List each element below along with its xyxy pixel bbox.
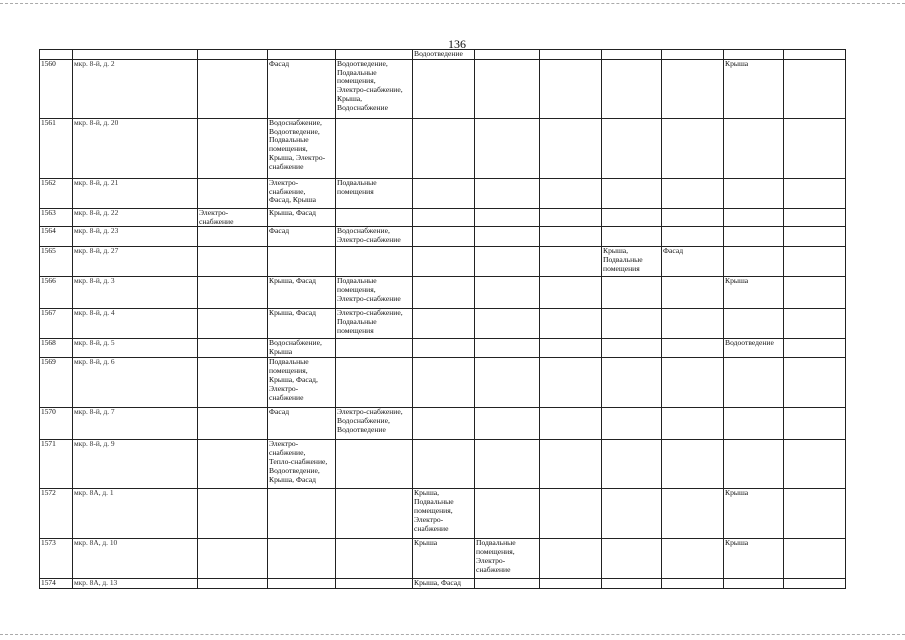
header-cell — [268, 50, 336, 60]
row-number: 1571 — [40, 440, 73, 489]
work-type-cell — [475, 440, 540, 489]
work-type-cell: Фасад — [268, 227, 336, 247]
table-row — [40, 247, 846, 277]
work-type-cell — [724, 579, 784, 589]
work-type-cell — [602, 59, 662, 118]
work-type-cell — [198, 489, 268, 539]
row-address: мкр. 8-й, д. 6 — [73, 358, 198, 408]
work-type-cell: Крыша, Фасад — [413, 579, 475, 589]
row-number: 1573 — [40, 539, 73, 579]
table-row — [40, 118, 846, 178]
row-number: 1567 — [40, 309, 73, 339]
work-type-cell — [475, 489, 540, 539]
work-type-cell — [602, 227, 662, 247]
empty-cell — [784, 178, 846, 208]
work-type-cell — [475, 59, 540, 118]
work-type-cell: Водоснабжение, Электро-снабжение — [336, 227, 413, 247]
work-type-cell — [540, 227, 602, 247]
work-type-cell — [475, 277, 540, 309]
table-row — [40, 178, 846, 208]
empty-cell — [784, 277, 846, 309]
row-address: мкр. 8-й, д. 23 — [73, 227, 198, 247]
table-row — [40, 358, 846, 408]
page-number: 136 — [448, 37, 466, 51]
work-type-cell — [336, 489, 413, 539]
scan-bottom-edge — [0, 634, 905, 635]
work-type-cell — [413, 309, 475, 339]
empty-cell — [784, 309, 846, 339]
work-type-cell: Подвальные помещения, Электро- снабжение — [475, 539, 540, 579]
work-type-cell — [475, 309, 540, 339]
header-cell — [784, 50, 846, 60]
work-type-cell: Крыша — [413, 539, 475, 579]
work-type-cell — [602, 440, 662, 489]
work-type-cell: Электро- снабжение — [198, 208, 268, 227]
work-type-cell: Электро- снабжение, Фасад, Крыша — [268, 178, 336, 208]
work-type-cell — [413, 118, 475, 178]
work-type-cell — [198, 539, 268, 579]
work-type-cell: Электро-снабжение, Водоснабжение, Водоотведение — [336, 408, 413, 440]
work-type-cell — [540, 118, 602, 178]
work-type-cell — [413, 247, 475, 277]
empty-cell — [784, 208, 846, 227]
work-type-cell — [540, 579, 602, 589]
empty-cell — [784, 489, 846, 539]
empty-cell — [784, 579, 846, 589]
work-type-cell — [413, 277, 475, 309]
work-type-cell — [540, 309, 602, 339]
work-type-cell — [540, 178, 602, 208]
work-type-cell — [475, 247, 540, 277]
table-row — [40, 227, 846, 247]
work-type-cell — [724, 208, 784, 227]
work-type-cell — [662, 178, 724, 208]
work-type-cell: Подвальные помещения — [336, 178, 413, 208]
work-type-cell — [413, 440, 475, 489]
work-type-cell — [268, 247, 336, 277]
work-type-cell — [662, 277, 724, 309]
row-number: 1565 — [40, 247, 73, 277]
header-cell: Водоотведение — [413, 50, 475, 60]
work-type-cell — [413, 178, 475, 208]
row-number: 1560 — [40, 59, 73, 118]
work-type-cell — [198, 408, 268, 440]
table-row — [40, 309, 846, 339]
work-type-cell: Крыша, Фасад — [268, 277, 336, 309]
work-type-cell — [662, 59, 724, 118]
work-type-cell — [198, 178, 268, 208]
header-cell — [602, 50, 662, 60]
work-type-cell — [336, 118, 413, 178]
table-row — [40, 440, 846, 489]
work-type-cell — [602, 118, 662, 178]
row-number: 1568 — [40, 339, 73, 358]
work-type-cell — [540, 440, 602, 489]
table-row — [40, 579, 846, 589]
work-type-cell: Крыша — [724, 539, 784, 579]
work-type-cell: Фасад — [268, 59, 336, 118]
work-type-cell — [602, 208, 662, 227]
work-type-cell — [662, 118, 724, 178]
work-type-cell — [198, 277, 268, 309]
work-type-cell — [662, 208, 724, 227]
header-cell — [475, 50, 540, 60]
work-type-cell — [602, 489, 662, 539]
work-type-cell — [602, 539, 662, 579]
work-type-cell — [336, 539, 413, 579]
row-address: мкр. 8-й, д. 20 — [73, 118, 198, 178]
work-type-cell — [602, 579, 662, 589]
table-row — [40, 277, 846, 309]
work-type-cell — [540, 277, 602, 309]
work-type-cell: Крыша — [724, 489, 784, 539]
work-type-cell — [724, 118, 784, 178]
work-type-cell — [413, 408, 475, 440]
work-type-cell — [540, 539, 602, 579]
work-type-cell — [662, 358, 724, 408]
row-number: 1562 — [40, 178, 73, 208]
table-row — [40, 339, 846, 358]
work-type-cell — [602, 277, 662, 309]
row-number: 1566 — [40, 277, 73, 309]
row-address: мкр. 8А, д. 13 — [73, 579, 198, 589]
work-type-cell — [198, 579, 268, 589]
table-row — [40, 208, 846, 227]
work-type-cell — [662, 489, 724, 539]
row-address: мкр. 8А, д. 10 — [73, 539, 198, 579]
work-type-cell — [475, 339, 540, 358]
work-type-cell — [602, 339, 662, 358]
row-number: 1564 — [40, 227, 73, 247]
work-type-cell — [662, 339, 724, 358]
work-type-cell — [724, 178, 784, 208]
row-address: мкр. 8-й, д. 21 — [73, 178, 198, 208]
work-type-cell — [475, 208, 540, 227]
work-type-cell — [336, 579, 413, 589]
empty-cell — [784, 227, 846, 247]
work-type-cell — [336, 440, 413, 489]
header-cell — [540, 50, 602, 60]
work-type-cell: Крыша, Фасад — [268, 208, 336, 227]
work-type-cell — [662, 440, 724, 489]
work-type-cell — [413, 339, 475, 358]
work-type-cell — [268, 579, 336, 589]
work-type-cell — [662, 408, 724, 440]
empty-cell — [784, 539, 846, 579]
work-type-cell — [724, 309, 784, 339]
work-type-cell — [198, 118, 268, 178]
work-type-cell — [198, 59, 268, 118]
work-type-cell — [724, 247, 784, 277]
work-type-cell — [662, 579, 724, 589]
empty-cell — [784, 339, 846, 358]
work-type-cell: Водоотведение, Подвальные помещения, Электро-снабжение, Крыша, Водоснабжение — [336, 59, 413, 118]
repair-schedule-table — [39, 49, 846, 589]
row-address: мкр. 8-й, д. 4 — [73, 309, 198, 339]
work-type-cell: Водоотведение — [724, 339, 784, 358]
work-type-cell — [336, 208, 413, 227]
row-address: мкр. 8-й, д. 22 — [73, 208, 198, 227]
work-type-cell — [268, 489, 336, 539]
row-address: мкр. 8-й, д. 9 — [73, 440, 198, 489]
row-address: мкр. 8-й, д. 2 — [73, 59, 198, 118]
work-type-cell — [413, 227, 475, 247]
work-type-cell — [336, 339, 413, 358]
work-type-cell: Фасад — [268, 408, 336, 440]
row-number: 1574 — [40, 579, 73, 589]
work-type-cell — [198, 440, 268, 489]
header-cell — [724, 50, 784, 60]
work-type-cell — [198, 227, 268, 247]
work-type-cell — [724, 408, 784, 440]
row-number: 1561 — [40, 118, 73, 178]
work-type-cell: Электро-снабжение, Подвальные помещения — [336, 309, 413, 339]
header-cell — [73, 50, 198, 60]
work-type-cell — [475, 408, 540, 440]
row-address: мкр. 8-й, д. 7 — [73, 408, 198, 440]
work-type-cell: Крыша, Подвальные помещения — [602, 247, 662, 277]
row-address: мкр. 8-й, д. 5 — [73, 339, 198, 358]
scan-top-edge — [0, 3, 905, 4]
empty-cell — [784, 440, 846, 489]
empty-cell — [784, 247, 846, 277]
table-header-row — [40, 50, 846, 60]
work-type-cell — [602, 408, 662, 440]
work-type-cell: Электро- снабжение, Тепло-снабжение, Водоотведение, Крыша, Фасад — [268, 440, 336, 489]
work-type-cell: Подвальные помещения, Электро-снабжение — [336, 277, 413, 309]
work-type-cell — [540, 208, 602, 227]
work-type-cell — [198, 358, 268, 408]
header-cell — [198, 50, 268, 60]
work-type-cell — [540, 489, 602, 539]
work-type-cell — [540, 59, 602, 118]
work-type-cell: Водоснабжение, Водоотведение, Подвальные помещения, Крыша, Электро- снабжение — [268, 118, 336, 178]
empty-cell — [784, 118, 846, 178]
work-type-cell: Фасад — [662, 247, 724, 277]
work-type-cell — [540, 247, 602, 277]
header-cell — [662, 50, 724, 60]
work-type-cell — [475, 178, 540, 208]
work-type-cell — [268, 539, 336, 579]
work-type-cell — [602, 309, 662, 339]
row-address: мкр. 8А, д. 1 — [73, 489, 198, 539]
work-type-cell — [198, 247, 268, 277]
work-type-cell — [540, 358, 602, 408]
work-type-cell: Крыша, Подвальные помещения, Электро- снабжение — [413, 489, 475, 539]
row-number: 1569 — [40, 358, 73, 408]
work-type-cell — [724, 440, 784, 489]
work-type-cell — [662, 227, 724, 247]
empty-cell — [784, 358, 846, 408]
work-type-cell: Подвальные помещения, Крыша, Фасад, Электро- снабжение — [268, 358, 336, 408]
work-type-cell — [475, 358, 540, 408]
work-type-cell — [336, 247, 413, 277]
empty-cell — [784, 408, 846, 440]
work-type-cell — [413, 59, 475, 118]
work-type-cell — [336, 358, 413, 408]
table-row — [40, 489, 846, 539]
row-number: 1563 — [40, 208, 73, 227]
work-type-cell — [662, 309, 724, 339]
row-number: 1572 — [40, 489, 73, 539]
work-type-cell — [475, 118, 540, 178]
empty-cell — [784, 59, 846, 118]
work-type-cell: Крыша — [724, 59, 784, 118]
work-type-cell — [475, 579, 540, 589]
table-row — [40, 539, 846, 579]
work-type-cell: Водоснабжение, Крыша — [268, 339, 336, 358]
table-row — [40, 408, 846, 440]
header-cell — [336, 50, 413, 60]
work-type-cell — [662, 539, 724, 579]
work-type-cell — [540, 339, 602, 358]
row-address: мкр. 8-й, д. 27 — [73, 247, 198, 277]
work-type-cell — [198, 339, 268, 358]
work-type-cell — [413, 208, 475, 227]
work-type-cell: Крыша, Фасад — [268, 309, 336, 339]
row-number: 1570 — [40, 408, 73, 440]
work-type-cell — [198, 309, 268, 339]
work-type-cell — [413, 358, 475, 408]
work-type-cell — [602, 358, 662, 408]
work-type-cell: Крыша — [724, 277, 784, 309]
work-type-cell — [724, 227, 784, 247]
work-type-cell — [724, 358, 784, 408]
header-cell — [40, 50, 73, 60]
row-address: мкр. 8-й, д. 3 — [73, 277, 198, 309]
work-type-cell — [540, 408, 602, 440]
table-row — [40, 59, 846, 118]
work-type-cell — [475, 227, 540, 247]
work-type-cell — [602, 178, 662, 208]
